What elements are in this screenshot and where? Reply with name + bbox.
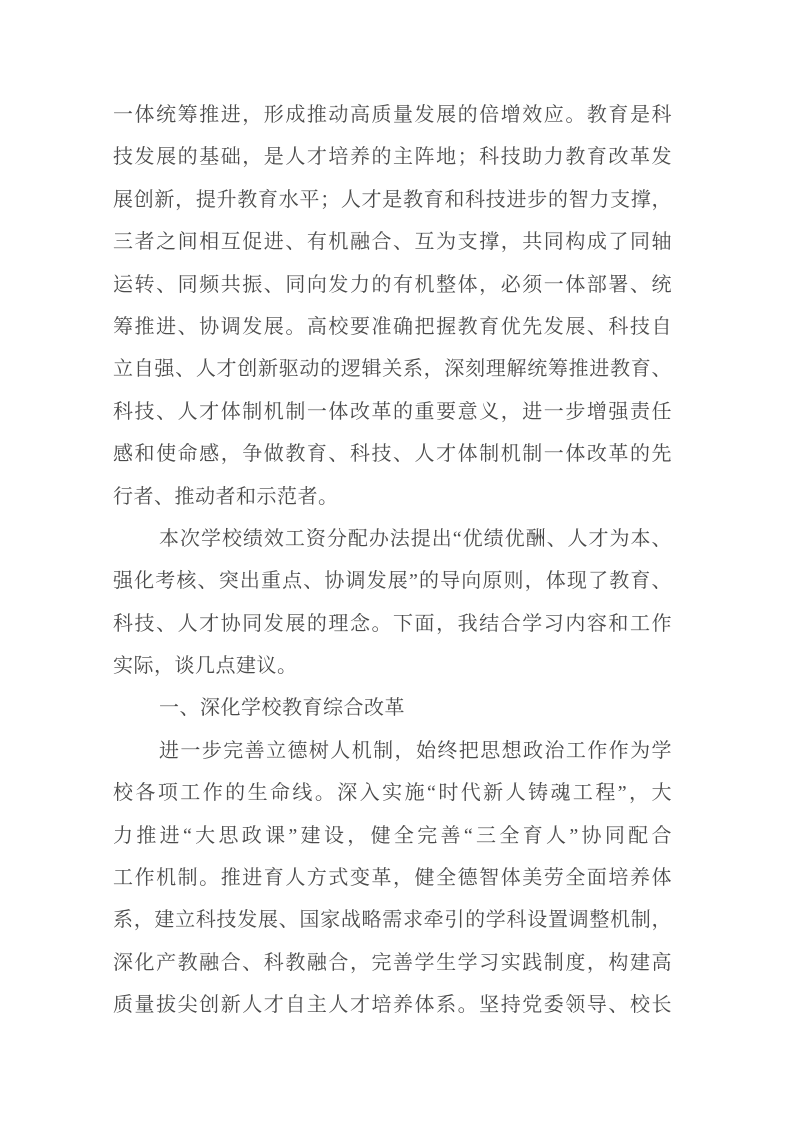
text-line: 本次学校绩效工资分配办法提出“优绩优酬、人才为本、 <box>159 527 672 550</box>
text-line: 三者之间相互促进、有机融合、互为支撑，共同构成了同轴 <box>113 231 672 254</box>
text-line: 进一步完善立德树人机制，始终把思想政治工作作为学 <box>159 739 672 762</box>
text-line: 工作机制。推进育人方式变革，健全德智体美劳全面培养体 <box>113 867 672 890</box>
text-line: 实际，谈几点建议。 <box>113 655 298 678</box>
section-heading: 一、深化学校教育综合改革 <box>159 697 405 720</box>
text-line: 技发展的基础，是人才培养的主阵地；科技助力教育改革发 <box>113 146 672 169</box>
text-line: 筹推进、协调发展。高校要准确把握教育优先发展、科技自 <box>113 315 672 338</box>
text-line: 运转、同频共振、同向发力的有机整体，必须一体部署、统 <box>113 273 672 296</box>
text-line: 质量拔尖创新人才自主人才培养体系。坚持党委领导、校长 <box>113 994 672 1017</box>
document-page <box>113 94 672 1027</box>
text-line: 一体统筹推进，形成推动高质量发展的倍增效应。教育是科 <box>113 104 672 126</box>
text-line: 科技、人才协同发展的理念。下面，我结合学习内容和工作 <box>113 612 672 635</box>
text-line: 强化考核、突出重点、协调发展”的导向原则，体现了教育、 <box>113 570 672 593</box>
text-line: 感和使命感，争做教育、科技、人才体制机制一体改革的先 <box>113 443 672 466</box>
text-line: 力推进“大思政课”建设，健全完善“三全育人”协同配合 <box>113 824 672 847</box>
text-line: 立自强、人才创新驱动的逻辑关系，深刻理解统筹推进教育、 <box>113 358 672 381</box>
text-line: 深化产教融合、科教融合，完善学生学习实践制度，构建高 <box>113 951 672 974</box>
text-line: 展创新，提升教育水平；人才是教育和科技进步的智力支撑， <box>113 188 672 211</box>
text-line: 系，建立科技发展、国家战略需求牵引的学科设置调整机制， <box>113 909 672 932</box>
text-line: 行者、推动者和示范者。 <box>113 485 339 508</box>
text-line: 科技、人才体制机制一体改革的重要意义，进一步增强责任 <box>113 400 672 423</box>
text-line: 校各项工作的生命线。深入实施“时代新人铸魂工程”，大 <box>113 782 672 805</box>
